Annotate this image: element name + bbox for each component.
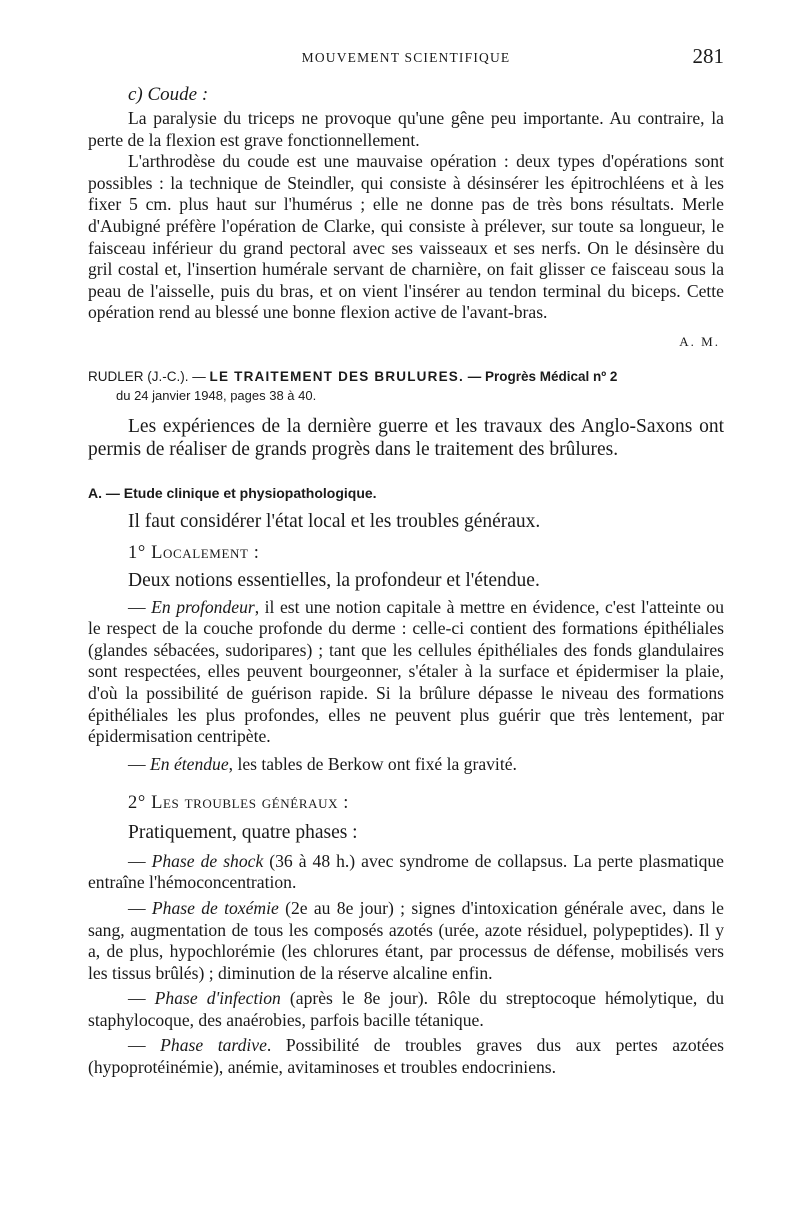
profondeur-label: En profondeur [151,596,255,617]
running-head: MOUVEMENT SCIENTIFIQUE [301,50,511,65]
page-body [88,82,724,1079]
reference-details: du 24 janvier 1948, pages 38 à 40. [116,387,317,403]
phase-shock-text: (36 à 48 h.) avec syndrome de collapsus. La perte plasmatique entraîne l'hémoconcentration. [88,850,724,893]
phase-shock-label: Phase de shock [151,850,264,871]
phase-shock: — Phase de shock (36 à 48 h.) avec syndrome de collapsus. La perte plasmatique entraîne l'hémoconcentration. [88,850,724,893]
etendue-label: En étendue [150,753,229,774]
author-signature: A. M. [679,333,720,349]
section-c-paragraph-1: La paralysie du triceps ne provoque qu'une gêne peu importante. Au contraire, la perte de la flexion est grave fonctionnellement. [88,108,724,150]
phase-toxemie: — Phase de toxémie (2e au 8e jour) ; signes d'intoxication générale avec, dans le sang, augmentation de tous les composés azotés (urée, azote résiduel, polypeptides). Il y a, de plus, hypochlorémie (les chlorures étant, par processus de défense, mobilisés vers les tissus brûlés) ; diminution de la réserve alcaline enfin. [88,897,724,983]
phase-infection-label: Phase d'infection [154,988,281,1009]
profondeur-text: , il est une notion capitale à mettre en évidence, c'est l'atteinte ou le respect de la couche profonde du derme : celle-ci contient des formations épithéliales (glandes sébacées, sudoripares) ; tant que les cellules épithéliales des fonds glandulaires sont respectées, elles peuvent bourgeonner, s'étaler à la surface et épidermiser la plaie, d'où la possibilité de guérison rapide. Si la brûlure dépasse le niveau des formations épithéliales les plus profondes, elles ne peuvent plus guérir que très lentement, par épidermisation centripète. [88,596,724,747]
phase-tardive-label: Phase tardive [160,1035,267,1056]
reference-journal: — Progrès Médical nº 2 [467,368,618,384]
section-a-heading: A. — Etude clinique et physiopathologique. [88,484,377,501]
page-header [88,44,724,74]
etendue-paragraph: — En étendue, les tables de Berkow ont fixé la gravité. [128,753,517,774]
section-c-paragraph-2: L'arthrodèse du coude est une mauvaise opération : deux types d'opérations sont possibles : la technique de Steindler, qui consiste à désinsérer les épitrochléens et à les fixer 5 cm. plus haut sur l'humérus ; elle ne donne pas de très bons résultats. Merle d'Aubigné préfère l'opération de Clarke, qui consiste à prélever, sur toute sa longueur, le faisceau inférieur du grand pectoral avec ses vaisseaux et ses nerfs. On le désinsère du gril costal et, l'insertion humérale servant de charnière, on fait glisser ce faisceau sous la peau de l'aisselle, puis du bras, et on vient l'insérer au tendon terminal du biceps. Cette opération rend au blessé une bonne flexion active de l'avant-bras. [88,151,724,323]
page-number: 281 [692,44,724,68]
phase-toxemie-text: (2e au 8e jour) ; signes d'intoxication générale avec, dans le sang, augmentation de tous les composés azotés (urée, azote résiduel, polypeptides). Il y a, de plus, hypochlorémie (les chlorures étant, par processus de défense, mobilisés vers les tissus brûlés) ; diminution de la réserve alcaline enfin. [88,897,724,983]
local-paragraph: Deux notions essentielles, la profondeur et l'étendue. [128,570,540,592]
reference-title: LE TRAITEMENT DES BRULURES. [209,368,464,384]
local-heading: 1° Localement : [128,543,260,564]
phase-toxemie-label: Phase de toxémie [151,897,279,918]
section-c-label: c) Coude : [128,84,209,105]
intro-paragraph: Les expériences de la dernière guerre et les travaux des Anglo-Saxons ont permis de réaliser de grands progrès dans le traitement des brûlures. [88,415,724,461]
section-a-paragraph: Il faut considérer l'état local et les troubles généraux. [128,510,541,532]
general-heading: 2° Les troubles généraux : [128,793,350,814]
phase-infection-text: (après le 8e jour). Rôle du streptocoque hémolytique, du staphylocoque, des anaérobies, parfois bacille tétanique. [88,988,724,1030]
phase-infection: — Phase d'infection (après le 8e jour). Rôle du streptocoque hémolytique, du staphylocoque, des anaérobies, parfois bacille tétanique. [88,988,724,1030]
reference-dash: — [192,368,206,384]
phase-tardive: — Phase tardive. Possibilité de troubles graves dus aux pertes azotées (hypoprotéinémie), anémie, avitaminoses et troubles endocriniens. [88,1035,725,1078]
bibliographic-reference [88,367,724,405]
etendue-text: , les tables de Berkow ont fixé la gravité. [228,753,517,774]
profondeur-paragraph: — En profondeur, il est une notion capitale à mettre en évidence, c'est l'atteinte ou le respect de la couche profonde du derme : celle-ci contient des formations épithéliales (glandes sébacées, sudoripares) ; tant que les cellules épithéliales des fonds glandulaires sont respectées, elles peuvent bourgeonner, s'étaler à la surface et épidermiser la plaie, d'où la possibilité de guérison rapide. Si la brûlure dépasse le niveau des formations épithéliales les plus profondes, elles ne peuvent plus guérir que très lentement, par épidermisation centripète. [88,596,724,747]
reference-author: RUDLER (J.-C.). [88,368,189,384]
phase-tardive-text: . Possibilité de troubles graves dus aux pertes azotées (hypoprotéinémie), anémie, avitaminoses et troubles endocriniens. [88,1035,725,1078]
general-paragraph: Pratiquement, quatre phases : [128,822,358,844]
